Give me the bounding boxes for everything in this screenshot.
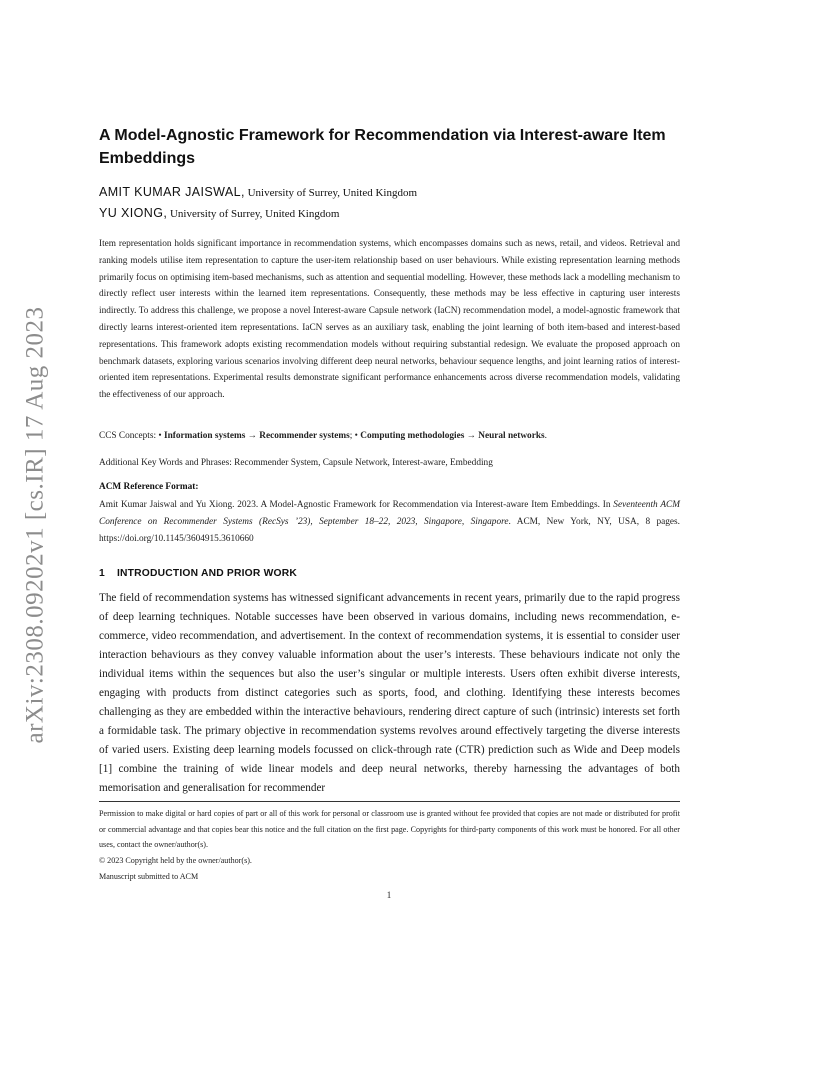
author-2-affiliation: University of Surrey, United Kingdom bbox=[167, 208, 340, 220]
ccs-prefix: CCS Concepts: • bbox=[99, 431, 164, 441]
manuscript-notice: Manuscript submitted to ACM bbox=[99, 871, 199, 881]
author-1 bbox=[99, 185, 417, 199]
acm-reference-body bbox=[99, 497, 680, 548]
copyright-notice: © 2023 Copyright held by the owner/author(s). bbox=[99, 856, 252, 866]
author-2-name: YU XIONG, bbox=[99, 206, 168, 220]
ccs-concept-1: Information systems → Recommender systems bbox=[163, 431, 350, 441]
acm-reference-venue: Seventeenth ACM Conference on Recommender Systems (RecSys ’23), September 18–22, 2023, Singapore, Singapore bbox=[99, 500, 680, 527]
page-number: 1 bbox=[386, 890, 392, 900]
section-number: 1 bbox=[99, 568, 105, 579]
ccs-concept-2: Computing methodologies → Neural networks bbox=[360, 431, 545, 441]
section-title: INTRODUCTION AND PRIOR WORK bbox=[116, 568, 297, 579]
ccs-end: . bbox=[544, 431, 547, 441]
arxiv-identifier-text: arXiv:2308.09202v1 [cs.IR] 17 Aug 2023 bbox=[22, 306, 49, 744]
footnote bbox=[99, 806, 680, 885]
footnote-divider bbox=[99, 801, 680, 802]
abstract: Item representation holds significant importance in recommendation systems, which encompasses domains such as news, retail, and videos. Retrieval and ranking models utilise item representation to capture the user-item relationship based on user behaviours. While existing representation learning methods primarily focus on optimising item-based mechanisms, such as attention and sequential modelling. However, these methods lack a modelling mechanism to directly reflect user interests within the learned item representations. Consequently, these methods may be less effective in capturing user interests indirectly. To address this challenge, we propose a novel Interest-aware Capsule network (IaCN) recommendation model, a model-agnostic framework that directly learns interest-oriented item representations. IaCN serves as an auxiliary task, enabling the joint learning of both item-based and interest-based representations. This framework adopts existing recommendation models without requiring substantial redesign. We evaluate the proposed approach on benchmark datasets, exploring various scenarios involving different deep neural networks, behaviour sequence lengths, and joint learning ratios of interest-oriented item representations. Experimental results demonstrate significant performance enhancements across diverse recommendation models, validating the effectiveness of our approach. bbox=[99, 239, 680, 401]
author-1-affiliation: University of Surrey, United Kingdom bbox=[244, 187, 418, 199]
section-heading bbox=[99, 568, 297, 579]
paper-title: A Model-Agnostic Framework for Recommendation via Interest-aware Item Embeddings bbox=[99, 127, 666, 167]
acm-reference-part-2: . ACM, New York, NY, USA, 8 pages. https://doi.org/10.1145/3604915.3610660 bbox=[99, 517, 680, 544]
ccs-separator: ; • bbox=[349, 431, 361, 441]
ccs-concepts bbox=[99, 428, 680, 445]
author-1-name: AMIT KUMAR JAISWAL, bbox=[99, 185, 245, 199]
permission-notice: Permission to make digital or hard copies of part or all of this work for personal or classroom use is granted without fee provided that copies are not made or distributed for profit or commercial advantage and that copies bear this notice and the full citation on the first page. Copyrights for third-party components of this work must be honored. For all other uses, contact the owner/author(s). bbox=[99, 809, 680, 850]
arxiv-identifier-stamp bbox=[18, 290, 54, 760]
acm-reference-part-1: Amit Kumar Jaiswal and Yu Xiong. 2023. A Model-Agnostic Framework for Recommendation via Interest-aware Item Embeddings. In bbox=[99, 500, 614, 510]
keywords: Additional Key Words and Phrases: Recommender System, Capsule Network, Interest-aware, Embedding bbox=[99, 458, 493, 468]
author-2 bbox=[99, 206, 339, 220]
acm-reference-heading: ACM Reference Format: bbox=[99, 482, 199, 492]
introduction-paragraph: The field of recommendation systems has witnessed significant advancements in recent years, primarily due to the rapid progress of deep learning techniques. Notable successes have been observed in various domains, including news recommendation, e-commerce, video recommendation, and advertisement. In the context of recommendation systems, it is essential to consider user interaction behaviours as they convey valuable information about the user’s interests. These behaviours indicate not only the individual items within the sequences but also the user’s singular or multiple interests. Users often exhibit diverse interests, engaging with products from distinct categories such as sports, food, and clothing. Identifying these interests becomes challenging as they are embedded within the interactive behaviours, rendering direct capture of such (intrinsic) interests set forth a formidable task. The primary objective in recommendation systems revolves around effectively targeting the diverse interests of varied users. Existing deep learning models focussed on click-through rate (CTR) prediction such as Wide and Deep models [1] combine the training of wide linear models and deep neural networks, thereby harnessing the advantages of both memorisation and generalisation for recommender bbox=[99, 592, 680, 795]
